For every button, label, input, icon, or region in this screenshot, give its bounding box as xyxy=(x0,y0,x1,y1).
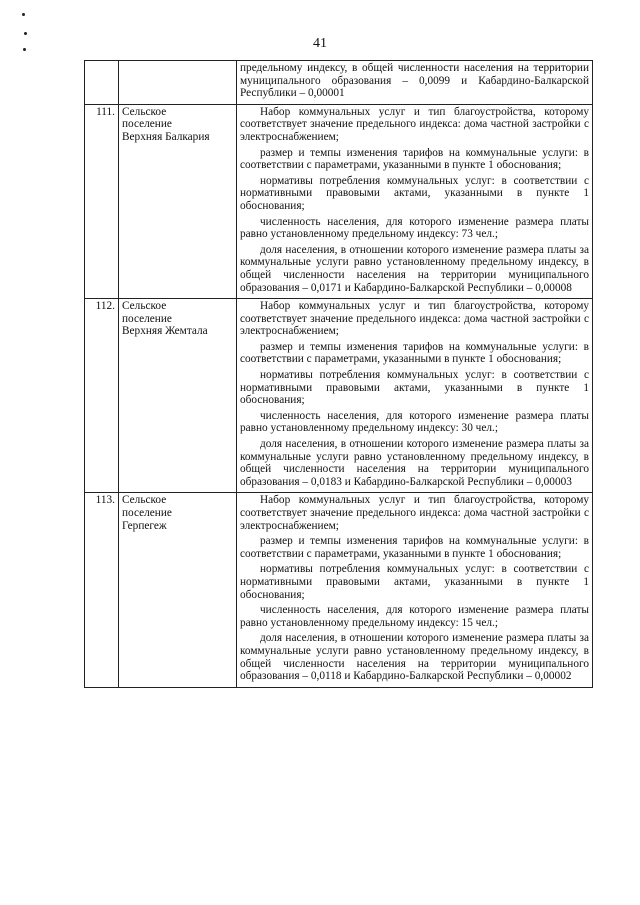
description-cell xyxy=(237,299,593,493)
paragraph: нормативы потребления коммунальных услуг: в соответствии с нормативными правовыми актами, указанными в пункте 1 обоснования; xyxy=(240,563,589,601)
scan-mark xyxy=(22,13,25,16)
table-row xyxy=(85,493,593,687)
place-cell xyxy=(119,104,237,298)
row-number: 113. xyxy=(85,493,119,687)
place-cell xyxy=(119,493,237,687)
place-line: поселение xyxy=(122,507,172,519)
paragraph: размер и темпы изменения тарифов на коммунальные услуги: в соответствии с параметрами, указанными в пункте 1 обоснования; xyxy=(240,340,589,366)
place-line: Верхняя Жемтала xyxy=(122,325,208,338)
data-table xyxy=(84,60,593,688)
paragraph: размер и темпы изменения тарифов на коммунальные услуги: в соответствии с параметрами, указанными в пункте 1 обоснования; xyxy=(240,146,589,172)
paragraph: численность населения, для которого изменение размера платы равно установленному предельному индексу: 15 чел.; xyxy=(240,604,589,629)
place-line: Сельское xyxy=(122,300,167,313)
place-cell xyxy=(119,61,237,105)
row-number-cell xyxy=(85,61,119,105)
paragraph: Набор коммунальных услуг и тип благоустройства, которому соответствует значение предельного индекса: дома частной застройки с электроснабжением; xyxy=(240,494,589,532)
place-line: Герпегеж xyxy=(122,519,167,532)
paragraph: нормативы потребления коммунальных услуг: в соответствии с нормативными правовыми актами, указанными в пункте 1 обоснования; xyxy=(240,369,589,407)
paragraph: доля населения, в отношении которого изменение размера платы за коммунальные услуги равно установленному предельному индексу, в общей численности населения на территории муниципального образования – 0,0183 и Кабардино-Балкарской Республики – 0,00003 xyxy=(240,438,589,488)
table-row xyxy=(85,299,593,493)
description-cell xyxy=(237,104,593,298)
paragraph: нормативы потребления коммунальных услуг: в соответствии с нормативными правовыми актами, указанными в пункте 1 обоснования; xyxy=(240,174,589,212)
paragraph: размер и темпы изменения тарифов на коммунальные услуги: в соответствии с параметрами, указанными в пункте 1 обоснования; xyxy=(240,535,589,560)
row-number: 112. xyxy=(85,299,119,493)
paragraph: доля населения, в отношении которого изменение размера платы за коммунальные услуги равно установленному предельному индексу, в общей численности населения на территории муниципального образования – 0,0118 и Кабардино-Балкарской Республики – 0,00002 xyxy=(240,632,589,683)
paragraph: доля населения, в отношении которого изменение размера платы за коммунальные услуги равно установленному предельному индексу, в общей численности населения на территории муниципального образования – 0,0171 и Кабардино-Балкарской Республики – 0,00008 xyxy=(240,243,589,294)
place-line: поселение xyxy=(122,118,172,131)
scan-mark xyxy=(24,32,27,35)
place-line: Сельское xyxy=(122,494,167,507)
paragraph: численность населения, для которого изменение размера платы равно установленному предельному индексу: 30 чел.; xyxy=(240,409,589,435)
paragraph: Набор коммунальных услуг и тип благоустройства, которому соответствует значение предельного индекса: дома частной застройки с электроснабжением; xyxy=(240,300,589,338)
place-line: поселение xyxy=(122,312,172,325)
continuation-paragraph: предельному индексу, в общей численности населения на территории муниципального образования – 0,0099 и Кабардино-Балкарской Республики – 0,00001 xyxy=(240,62,589,100)
place-line: Сельское xyxy=(122,105,167,118)
place-line: Верхняя Балкария xyxy=(122,130,210,143)
page-number: 41 xyxy=(313,36,327,51)
table-row xyxy=(85,104,593,298)
paragraph: Набор коммунальных услуг и тип благоустройства, которому соответствует значение предельного индекса: дома частной застройки с электроснабжением; xyxy=(240,105,589,143)
row-number: 111. xyxy=(85,104,119,298)
description-cell xyxy=(237,493,593,687)
description-cell xyxy=(237,61,593,105)
table-row-continuation xyxy=(85,61,593,105)
place-cell xyxy=(119,299,237,493)
paragraph: численность населения, для которого изменение размера платы равно установленному предельному индексу: 73 чел.; xyxy=(240,215,589,241)
